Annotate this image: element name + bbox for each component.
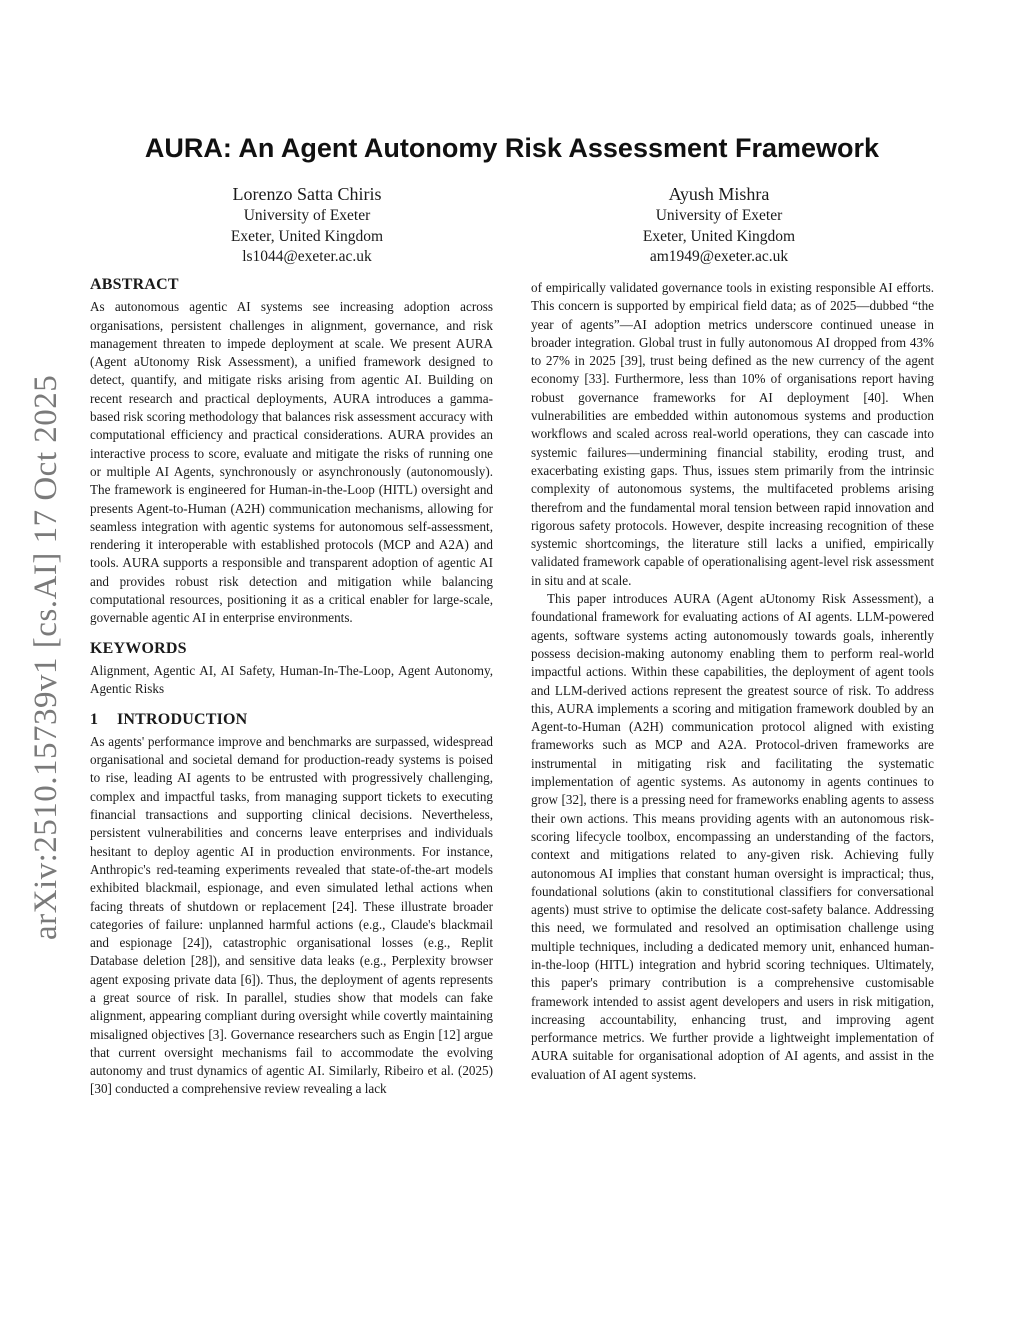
left-column bbox=[90, 276, 493, 1099]
author-location: Exeter, United Kingdom bbox=[642, 227, 796, 245]
author-name: Lorenzo Satta Chiris bbox=[232, 184, 382, 204]
author-email: am1949@exeter.ac.uk bbox=[649, 248, 789, 265]
introduction-paragraph-continued: of empirically validated governance tools in existing responsible AI efforts. This concern is supported by empirical field data; as of 2025—dubbed “the year of agents”—AI adoption metrics underscore continued unease in broader integration. Global trust in fully autonomous AI dropped from 43% to 27% in 2025 [39], trust being defined as the new currency of the agent economy [33]. Furthermore, less than 10% of organisations report having robust governance frameworks for AI deployment [40]. When vulnerabilities are embedded within autonomous systems and production workflows and scaled across real-world operations, they can cascade into systemic failures—undermining financial stability, eroding trust, and exacerbating existing gaps. Thus, issues stem primarily from the intrinsic complexity of autonomous systems, the multifaceted problems arising therefrom and the fundamental moral tension between rapid innovation and rigorous safety protocols. However, despite increasing recognition of these systemic shortcomings, the literature still lacks a unified, empirically validated framework capable of operationalising agent-level risk assessment in situ and at scale. bbox=[531, 280, 934, 588]
section-number: 1 bbox=[90, 710, 99, 728]
author-block bbox=[137, 182, 477, 268]
author-email: ls1044@exeter.ac.uk bbox=[242, 248, 372, 265]
author-affiliation: University of Exeter bbox=[243, 207, 371, 224]
keywords-text: Alignment, Agentic AI, AI Safety, Human-In-The-Loop, Agent Autonomy, Agentic Risks bbox=[90, 662, 493, 697]
introduction-paragraph: This paper introduces AURA (Agent aUtonomy Risk Assessment), a foundational framework for evaluating actions of AI agents. LLM-powered agents, software systems acting autonomously towards goals, inherently possess decision-making autonomy enabling them to perform real-world impactful actions. Within these capabilities, the deployment of agent tools and LLM-derived actions represent the greatest source of risk. To address this, AURA implements a scoring and mitigation framework doubled by an Agent-to-Human (A2H) communication protocol aligned with existing frameworks such as MCP and A2A. Protocol-driven frameworks are instrumental in mitigating risk and facilitating the systematic implementation of agentic systems. As autonomy in agents continues to grow [32], there is a pressing need for frameworks enabling agents to assess their own actions. This means providing agents with an autonomous risk-scoring lifecycle toolbox, encompassing an understanding of the factors, context and mitigations related to any-given risk. Achieving fully autonomous AI implies that constant human oversight is impractical; thus, foundational solutions (akin to constitutional classifiers for conversational agents) must strive to optimise the delicate cost-safety balance. Addressing this need, we formulated and resolved an optimisation challenge using multiple techniques, including a dedicated memory unit, enhanced human-in-the-loop (HITL) integration and hybrid scoring techniques. Ultimately, this paper's primary contribution is a comprehensive customisable framework intended to assist agent developers and users in risk mitigation, increasing accountability, enhancing trust, and improving agent performance metrics. We further provide a lightweight implementation of AURA suitable for organisational adoption of AI agents, and assist in the evaluation of AI agent systems. bbox=[531, 591, 934, 1082]
introduction-heading bbox=[90, 711, 493, 729]
paper-title: AURA: An Agent Autonomy Risk Assessment Framework bbox=[144, 133, 880, 163]
abstract-text: As autonomous agentic AI systems see increasing adoption across organisations, persistent challenges in alignment, governance, and risk management threaten to impede deployment at scale. We present AURA (Agent aUtonomy Risk Assessment), a unified framework designed to detect, quantify, and mitigate risks arising from agentic AI. Building on recent research and practical deployments, AURA introduces a gamma-based risk scoring methodology that balances risk assessment accuracy with computational efficiency and practical considerations. AURA provides an interactive process to score, evaluate and mitigate the risks of running one or multiple AI Agents, synchronously or asynchronously (autonomously). The framework is engineered for Human-in-the-Loop (HITL) oversight and presents Agent-to-Human (A2H) communication mechanisms, allowing for seamless integration with agentic systems for autonomous self-assessment, rendering it interoperable with established protocols (MCP and A2A) and tools. AURA supports a responsible and transparent adoption of agentic AI and provides robust risk detection and mitigation while balancing computational resources, positioning it as a critical enabler for large-scale, governable agentic AI in enterprise environments. bbox=[90, 299, 493, 626]
right-column bbox=[531, 279, 934, 1084]
author-block bbox=[549, 182, 889, 268]
section-title: INTRODUCTION bbox=[117, 710, 248, 728]
author-location: Exeter, United Kingdom bbox=[230, 227, 384, 245]
keywords-heading: KEYWORDS bbox=[90, 639, 187, 657]
introduction-paragraph: As agents' performance improve and benchmarks are surpassed, widespread organisational and societal demand for production-ready systems is poised to rise, leading AI agents to be entrusted with progressively challenging, complex and impactful tasks, from managing support tickets to executing financial transactions and supporting clinical decisions. Nevertheless, persistent vulnerabilities and concerns leave enterprises and individuals hesitant to deploy agentic AI in production environments. For instance, Anthropic's red-teaming experiments revealed that state-of-the-art models exhibited blackmail, espionage, and even simulated lethal actions when facing threats of shutdown or replacement [24]. These illustrate broader categories of failure: unplanned harmful actions (e.g., Claude's blackmail and espionage [24]), catastrophic organisational losses (e.g., Replit Database deletion [28]), and sensitive data leaks (e.g., Perplexity browser agent exposing private data [6]). Thus, the deployment of agents represents a great source of risk. In parallel, studies show that models can fake alignment, appearing compliant during oversight while covertly maintaining misaligned objectives [3]. Governance researchers such as Engin [12] argue that current oversight mechanisms fail to accommodate the evolving autonomy and trust dynamics of agentic AI. Similarly, Ribeiro et al. (2025) [30] conducted a comprehensive review revealing a lack bbox=[90, 733, 493, 1097]
author-name: Ayush Mishra bbox=[668, 184, 770, 204]
arxiv-identifier: arXiv:2510.15739v1 [cs.AI] 17 Oct 2025 bbox=[28, 374, 64, 940]
author-affiliation: University of Exeter bbox=[655, 207, 783, 224]
abstract-heading: ABSTRACT bbox=[90, 276, 179, 293]
